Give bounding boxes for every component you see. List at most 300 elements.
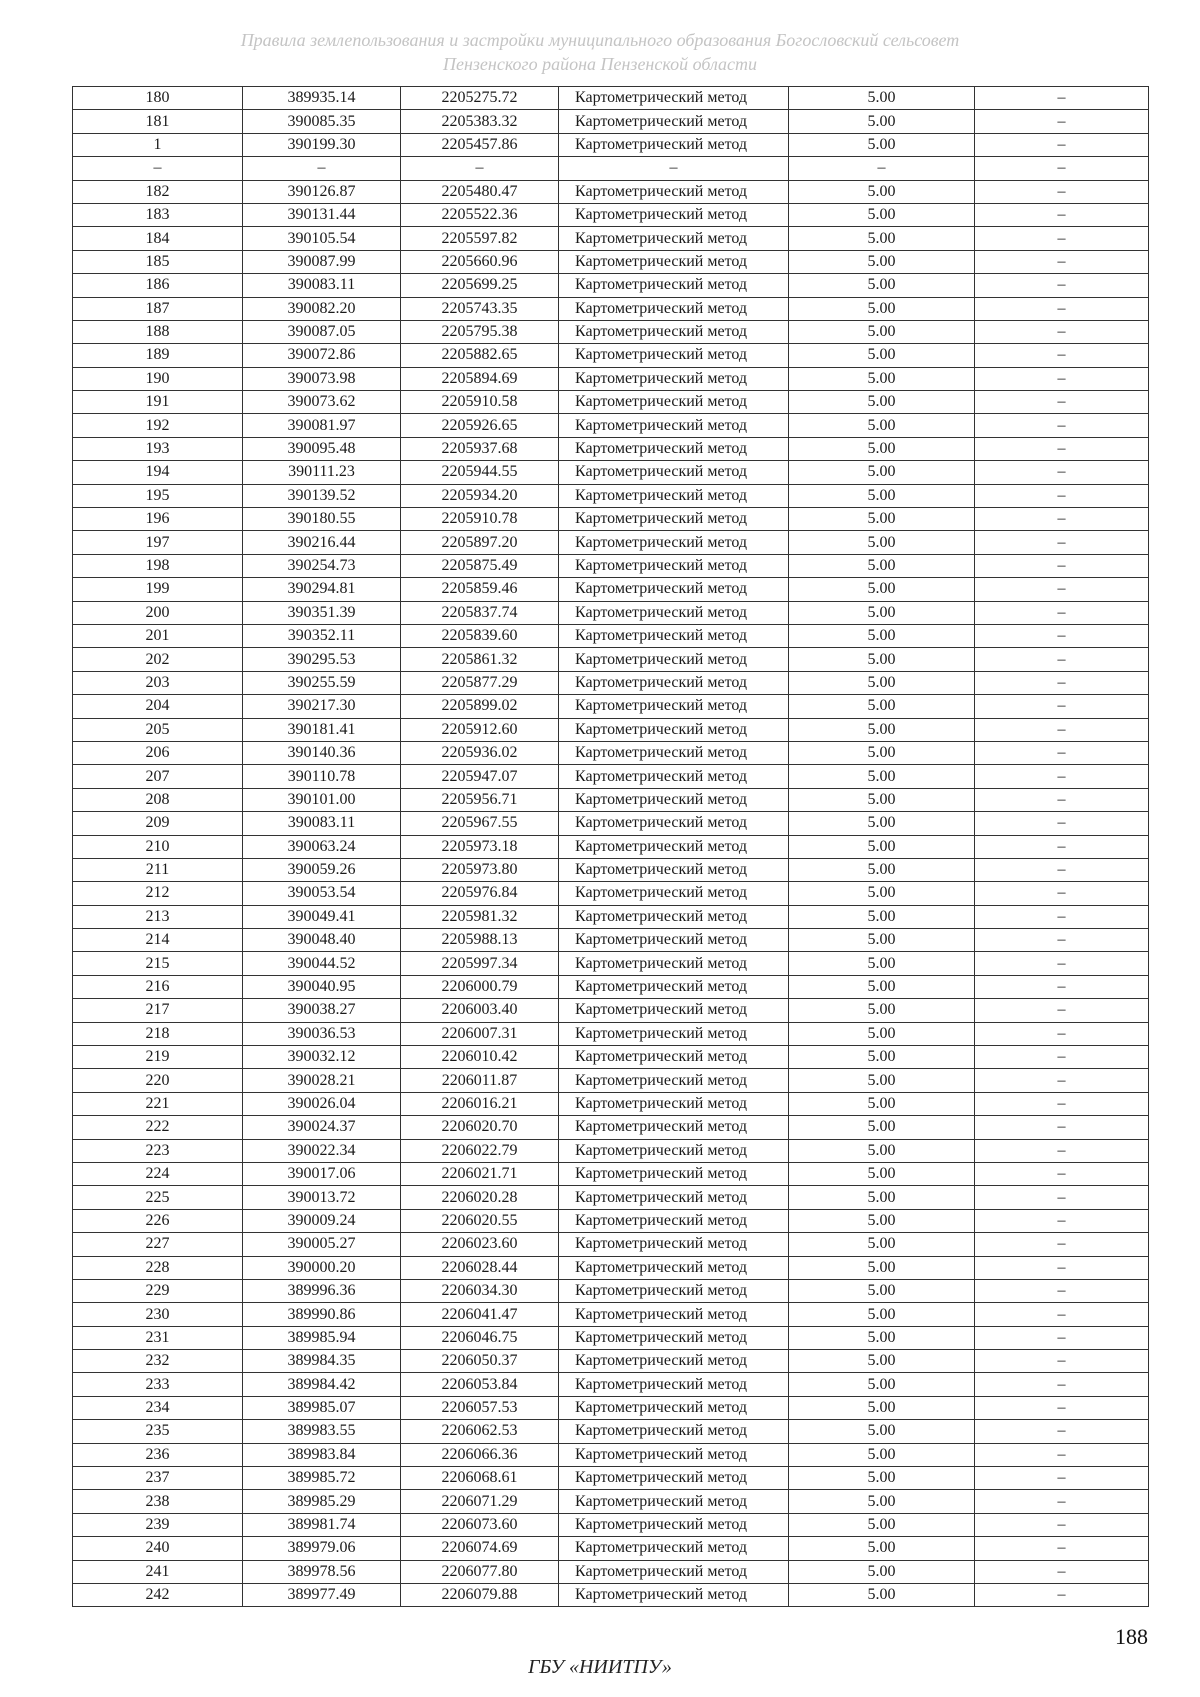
x-coordinate-cell: 390139.52 [243,484,401,507]
x-coordinate-cell: 390040.95 [243,975,401,998]
method-cell: Картометрический метод [559,624,789,647]
table-row [73,624,1149,647]
x-coordinate-cell: 390022.34 [243,1139,401,1162]
table-row [73,952,1149,975]
point-number-cell: 229 [73,1279,243,1302]
accuracy-cell: 5.00 [789,87,975,110]
table-row [73,1560,1149,1583]
y-coordinate-cell: 2206011.87 [401,1069,559,1092]
y-coordinate-cell: 2206062.53 [401,1420,559,1443]
point-number-cell: 239 [73,1513,243,1536]
x-coordinate-cell: 390073.98 [243,367,401,390]
y-coordinate-cell: 2206068.61 [401,1467,559,1490]
x-coordinate-cell: 390216.44 [243,531,401,554]
note-cell: – [975,718,1149,741]
point-number-cell: – [73,157,243,180]
note-cell: – [975,1443,1149,1466]
point-number-cell: 242 [73,1584,243,1607]
note-cell: – [975,484,1149,507]
table-row [73,554,1149,577]
y-coordinate-cell: 2205997.34 [401,952,559,975]
method-cell: Картометрический метод [559,250,789,273]
method-cell: Картометрический метод [559,180,789,203]
method-cell: Картометрический метод [559,1209,789,1232]
method-cell: Картометрический метод [559,297,789,320]
point-number-cell: 225 [73,1186,243,1209]
point-number-cell: 226 [73,1209,243,1232]
note-cell: – [975,952,1149,975]
accuracy-cell: 5.00 [789,1443,975,1466]
table-row [73,87,1149,110]
point-number-cell: 212 [73,882,243,905]
method-cell: Картометрический метод [559,1326,789,1349]
note-cell: – [975,1233,1149,1256]
x-coordinate-cell: 390082.20 [243,297,401,320]
accuracy-cell: 5.00 [789,1116,975,1139]
y-coordinate-cell: 2206071.29 [401,1490,559,1513]
table-row [73,274,1149,297]
note-cell: – [975,157,1149,180]
method-cell: Картометрический метод [559,320,789,343]
accuracy-cell: – [789,157,975,180]
x-coordinate-cell: 390199.30 [243,133,401,156]
accuracy-cell: 5.00 [789,624,975,647]
note-cell: – [975,297,1149,320]
note-cell: – [975,344,1149,367]
x-coordinate-cell: 390044.52 [243,952,401,975]
note-cell: – [975,461,1149,484]
table-row [73,835,1149,858]
note-cell: – [975,250,1149,273]
accuracy-cell: 5.00 [789,601,975,624]
note-cell: – [975,905,1149,928]
note-cell: – [975,1373,1149,1396]
x-coordinate-cell: 390294.81 [243,578,401,601]
y-coordinate-cell: 2205944.55 [401,461,559,484]
x-coordinate-cell: – [243,157,401,180]
x-coordinate-cell: 390059.26 [243,858,401,881]
table-row [73,110,1149,133]
method-cell: Картометрический метод [559,1513,789,1536]
accuracy-cell: 5.00 [789,1420,975,1443]
table-row [73,1116,1149,1139]
point-number-cell: 196 [73,508,243,531]
accuracy-cell: 5.00 [789,1092,975,1115]
note-cell: – [975,274,1149,297]
y-coordinate-cell: 2205988.13 [401,929,559,952]
y-coordinate-cell: 2206000.79 [401,975,559,998]
point-number-cell: 200 [73,601,243,624]
method-cell: Картометрический метод [559,578,789,601]
table-row [73,718,1149,741]
table-row [73,133,1149,156]
x-coordinate-cell: 390111.23 [243,461,401,484]
coordinates-table [72,86,1149,1607]
accuracy-cell: 5.00 [789,1513,975,1536]
y-coordinate-cell: 2205947.07 [401,765,559,788]
x-coordinate-cell: 389981.74 [243,1513,401,1536]
point-number-cell: 224 [73,1162,243,1185]
x-coordinate-cell: 390048.40 [243,929,401,952]
x-coordinate-cell: 390072.86 [243,344,401,367]
table-row [73,484,1149,507]
point-number-cell: 207 [73,765,243,788]
x-coordinate-cell: 389979.06 [243,1537,401,1560]
note-cell: – [975,1396,1149,1419]
x-coordinate-cell: 390254.73 [243,554,401,577]
table-row [73,1420,1149,1443]
method-cell: Картометрический метод [559,133,789,156]
accuracy-cell: 5.00 [789,1069,975,1092]
table-row [73,180,1149,203]
point-number-cell: 181 [73,110,243,133]
accuracy-cell: 5.00 [789,1046,975,1069]
y-coordinate-cell: 2205899.02 [401,695,559,718]
method-cell: Картометрический метод [559,975,789,998]
point-number-cell: 238 [73,1490,243,1513]
method-cell: Картометрический метод [559,110,789,133]
table-row [73,391,1149,414]
accuracy-cell: 5.00 [789,975,975,998]
point-number-cell: 232 [73,1350,243,1373]
note-cell: – [975,1046,1149,1069]
accuracy-cell: 5.00 [789,554,975,577]
accuracy-cell: 5.00 [789,929,975,952]
table-row [73,975,1149,998]
note-cell: – [975,1186,1149,1209]
note-cell: – [975,87,1149,110]
x-coordinate-cell: 390101.00 [243,788,401,811]
coordinates-table-body [73,87,1149,1607]
accuracy-cell: 5.00 [789,1303,975,1326]
method-cell: Картометрический метод [559,1279,789,1302]
method-cell: Картометрический метод [559,203,789,226]
table-row [73,601,1149,624]
y-coordinate-cell: 2205912.60 [401,718,559,741]
accuracy-cell: 5.00 [789,1467,975,1490]
accuracy-cell: 5.00 [789,344,975,367]
point-number-cell: 197 [73,531,243,554]
point-number-cell: 186 [73,274,243,297]
y-coordinate-cell: 2206066.36 [401,1443,559,1466]
x-coordinate-cell: 390087.99 [243,250,401,273]
method-cell: Картометрический метод [559,367,789,390]
x-coordinate-cell: 390049.41 [243,905,401,928]
accuracy-cell: 5.00 [789,1584,975,1607]
method-cell: Картометрический метод [559,765,789,788]
accuracy-cell: 5.00 [789,999,975,1022]
method-cell: Картометрический метод [559,1303,789,1326]
note-cell: – [975,531,1149,554]
point-number-cell: 182 [73,180,243,203]
note-cell: – [975,648,1149,671]
y-coordinate-cell: 2205936.02 [401,741,559,764]
point-number-cell: 227 [73,1233,243,1256]
y-coordinate-cell: 2206028.44 [401,1256,559,1279]
x-coordinate-cell: 390053.54 [243,882,401,905]
accuracy-cell: 5.00 [789,952,975,975]
accuracy-cell: 5.00 [789,180,975,203]
table-row [73,1584,1149,1607]
note-cell: – [975,367,1149,390]
accuracy-cell: 5.00 [789,414,975,437]
point-number-cell: 187 [73,297,243,320]
table-row [73,999,1149,1022]
point-number-cell: 228 [73,1256,243,1279]
x-coordinate-cell: 390255.59 [243,671,401,694]
x-coordinate-cell: 390110.78 [243,765,401,788]
y-coordinate-cell: 2205480.47 [401,180,559,203]
y-coordinate-cell: 2206074.69 [401,1537,559,1560]
x-coordinate-cell: 389985.94 [243,1326,401,1349]
note-cell: – [975,180,1149,203]
x-coordinate-cell: 390017.06 [243,1162,401,1185]
y-coordinate-cell: 2205882.65 [401,344,559,367]
accuracy-cell: 5.00 [789,250,975,273]
point-number-cell: 192 [73,414,243,437]
accuracy-cell: 5.00 [789,858,975,881]
x-coordinate-cell: 390085.35 [243,110,401,133]
x-coordinate-cell: 389978.56 [243,1560,401,1583]
table-row [73,1046,1149,1069]
table-row [73,414,1149,437]
note-cell: – [975,1092,1149,1115]
point-number-cell: 230 [73,1303,243,1326]
method-cell: Картометрический метод [559,999,789,1022]
table-row [73,1233,1149,1256]
accuracy-cell: 5.00 [789,1233,975,1256]
y-coordinate-cell: 2205457.86 [401,133,559,156]
accuracy-cell: 5.00 [789,648,975,671]
table-row [73,1069,1149,1092]
note-cell: – [975,788,1149,811]
table-row [73,788,1149,811]
note-cell: – [975,320,1149,343]
y-coordinate-cell: 2205973.80 [401,858,559,881]
point-number-cell: 185 [73,250,243,273]
table-row [73,1350,1149,1373]
accuracy-cell: 5.00 [789,1537,975,1560]
accuracy-cell: 5.00 [789,461,975,484]
y-coordinate-cell: 2205839.60 [401,624,559,647]
x-coordinate-cell: 389985.07 [243,1396,401,1419]
note-cell: – [975,414,1149,437]
table-row [73,1022,1149,1045]
method-cell: – [559,157,789,180]
method-cell: Картометрический метод [559,87,789,110]
point-number-cell: 193 [73,437,243,460]
y-coordinate-cell: 2206020.70 [401,1116,559,1139]
y-coordinate-cell: 2205926.65 [401,414,559,437]
table-row [73,1256,1149,1279]
x-coordinate-cell: 389985.29 [243,1490,401,1513]
table-row [73,741,1149,764]
note-cell: – [975,695,1149,718]
accuracy-cell: 5.00 [789,274,975,297]
accuracy-cell: 5.00 [789,1186,975,1209]
x-coordinate-cell: 390081.97 [243,414,401,437]
y-coordinate-cell: 2206079.88 [401,1584,559,1607]
method-cell: Картометрический метод [559,484,789,507]
y-coordinate-cell: 2206077.80 [401,1560,559,1583]
method-cell: Картометрический метод [559,905,789,928]
accuracy-cell: 5.00 [789,531,975,554]
method-cell: Картометрический метод [559,929,789,952]
note-cell: – [975,1116,1149,1139]
method-cell: Картометрический метод [559,531,789,554]
point-number-cell: 184 [73,227,243,250]
y-coordinate-cell: 2206050.37 [401,1350,559,1373]
note-cell: – [975,1256,1149,1279]
y-coordinate-cell: 2205699.25 [401,274,559,297]
accuracy-cell: 5.00 [789,812,975,835]
x-coordinate-cell: 389983.55 [243,1420,401,1443]
table-row [73,461,1149,484]
table-row [73,1443,1149,1466]
accuracy-cell: 5.00 [789,1022,975,1045]
x-coordinate-cell: 390013.72 [243,1186,401,1209]
point-number-cell: 215 [73,952,243,975]
x-coordinate-cell: 390181.41 [243,718,401,741]
y-coordinate-cell: 2206073.60 [401,1513,559,1536]
note-cell: – [975,929,1149,952]
method-cell: Картометрический метод [559,1162,789,1185]
x-coordinate-cell: 390028.21 [243,1069,401,1092]
method-cell: Картометрический метод [559,1069,789,1092]
x-coordinate-cell: 389985.72 [243,1467,401,1490]
table-row [73,812,1149,835]
y-coordinate-cell: 2205837.74 [401,601,559,624]
y-coordinate-cell: 2205894.69 [401,367,559,390]
table-row [73,437,1149,460]
method-cell: Картометрический метод [559,882,789,905]
footer-organization: ГБУ «НИИТПУ» [528,1656,672,1678]
note-cell: – [975,624,1149,647]
method-cell: Картометрический метод [559,437,789,460]
table-row [73,1279,1149,1302]
point-number-cell: 218 [73,1022,243,1045]
accuracy-cell: 5.00 [789,133,975,156]
note-cell: – [975,391,1149,414]
table-row [73,929,1149,952]
x-coordinate-cell: 389984.35 [243,1350,401,1373]
x-coordinate-cell: 389984.42 [243,1373,401,1396]
accuracy-cell: 5.00 [789,578,975,601]
point-number-cell: 222 [73,1116,243,1139]
point-number-cell: 191 [73,391,243,414]
table-row [73,1303,1149,1326]
x-coordinate-cell: 390036.53 [243,1022,401,1045]
table-row [73,203,1149,226]
table-row [73,227,1149,250]
y-coordinate-cell: 2205877.29 [401,671,559,694]
method-cell: Картометрический метод [559,835,789,858]
x-coordinate-cell: 390105.54 [243,227,401,250]
note-cell: – [975,1303,1149,1326]
y-coordinate-cell: 2206053.84 [401,1373,559,1396]
accuracy-cell: 5.00 [789,671,975,694]
note-cell: – [975,133,1149,156]
note-cell: – [975,1022,1149,1045]
table-row [73,1326,1149,1349]
x-coordinate-cell: 390038.27 [243,999,401,1022]
table-row [73,250,1149,273]
method-cell: Картометрический метод [559,227,789,250]
y-coordinate-cell: 2205743.35 [401,297,559,320]
point-number-cell: 221 [73,1092,243,1115]
note-cell: – [975,1139,1149,1162]
method-cell: Картометрический метод [559,648,789,671]
x-coordinate-cell: 390024.37 [243,1116,401,1139]
table-row [73,157,1149,180]
method-cell: Картометрический метод [559,1396,789,1419]
table-row [73,344,1149,367]
point-number-cell: 233 [73,1373,243,1396]
point-number-cell: 206 [73,741,243,764]
table-row [73,905,1149,928]
accuracy-cell: 5.00 [789,391,975,414]
x-coordinate-cell: 389983.84 [243,1443,401,1466]
method-cell: Картометрический метод [559,1443,789,1466]
accuracy-cell: 5.00 [789,905,975,928]
accuracy-cell: 5.00 [789,203,975,226]
x-coordinate-cell: 390180.55 [243,508,401,531]
x-coordinate-cell: 389990.86 [243,1303,401,1326]
x-coordinate-cell: 390005.27 [243,1233,401,1256]
table-row [73,1186,1149,1209]
point-number-cell: 235 [73,1420,243,1443]
point-number-cell: 231 [73,1326,243,1349]
y-coordinate-cell: 2206034.30 [401,1279,559,1302]
accuracy-cell: 5.00 [789,110,975,133]
note-cell: – [975,1560,1149,1583]
method-cell: Картометрический метод [559,858,789,881]
table-row [73,695,1149,718]
method-cell: Картометрический метод [559,508,789,531]
method-cell: Картометрический метод [559,1420,789,1443]
note-cell: – [975,1279,1149,1302]
x-coordinate-cell: 390087.05 [243,320,401,343]
point-number-cell: 204 [73,695,243,718]
point-number-cell: 188 [73,320,243,343]
point-number-cell: 219 [73,1046,243,1069]
method-cell: Картометрический метод [559,1560,789,1583]
y-coordinate-cell: 2205973.18 [401,835,559,858]
header-line-1: Правила землепользования и застройки муниципального образования Богословский сельсовет [240,30,960,50]
note-cell: – [975,1584,1149,1607]
accuracy-cell: 5.00 [789,882,975,905]
x-coordinate-cell: 390083.11 [243,812,401,835]
note-cell: – [975,671,1149,694]
accuracy-cell: 5.00 [789,1560,975,1583]
y-coordinate-cell: 2205275.72 [401,87,559,110]
method-cell: Картометрический метод [559,1490,789,1513]
accuracy-cell: 5.00 [789,1396,975,1419]
accuracy-cell: 5.00 [789,741,975,764]
table-row [73,531,1149,554]
y-coordinate-cell: 2205967.55 [401,812,559,835]
y-coordinate-cell: 2205976.84 [401,882,559,905]
method-cell: Картометрический метод [559,671,789,694]
table-row [73,578,1149,601]
x-coordinate-cell: 389935.14 [243,87,401,110]
table-row [73,1513,1149,1536]
y-coordinate-cell: 2205875.49 [401,554,559,577]
note-cell: – [975,601,1149,624]
method-cell: Картометрический метод [559,952,789,975]
accuracy-cell: 5.00 [789,367,975,390]
method-cell: Картометрический метод [559,1092,789,1115]
